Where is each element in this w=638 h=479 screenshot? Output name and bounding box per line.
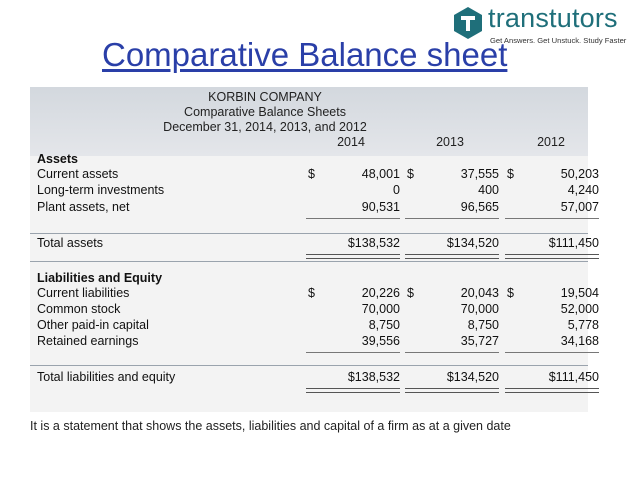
subtotal-rule	[306, 352, 400, 353]
row-label: Retained earnings	[37, 334, 139, 348]
year-header-2012: 2012	[537, 135, 565, 149]
statement-title: Comparative Balance Sheets	[184, 105, 346, 119]
row-separator	[30, 261, 588, 262]
row-label: Long-term investments	[37, 183, 165, 197]
total-double-rule	[505, 254, 599, 259]
table-row: Long-term investments 0 400 4,240	[37, 183, 599, 197]
total-double-rule	[306, 388, 400, 393]
subtotal-rule	[405, 218, 499, 219]
row-label: Common stock	[37, 302, 121, 316]
subtotal-rule	[405, 352, 499, 353]
row-label: Total liabilities and equity	[37, 370, 176, 384]
row-separator	[30, 365, 588, 366]
table-row: Common stock 70,000 70,000 52,000	[37, 302, 599, 316]
subtotal-rule	[306, 218, 400, 219]
total-row: Total liabilities and equity $138,532 $134,520 $111,450	[37, 370, 599, 384]
table-row: Current liabilities $ 20,226 $ 20,043 $ 19,504	[37, 286, 599, 300]
assets-heading: Assets	[37, 152, 78, 166]
year-header-2014: 2014	[337, 135, 365, 149]
row-label: Plant assets, net	[37, 200, 130, 214]
balance-sheet	[30, 87, 599, 412]
table-row: Plant assets, net 90,531 96,565 57,007	[37, 200, 599, 214]
row-label: Current assets	[37, 167, 119, 181]
liabilities-heading: Liabilities and Equity	[37, 271, 163, 285]
row-separator	[30, 233, 588, 234]
row-label: Current liabilities	[37, 286, 130, 300]
logo-tagline: Get Answers. Get Unstuck. Study Faster	[490, 36, 627, 45]
statement-period: December 31, 2014, 2013, and 2012	[163, 120, 367, 134]
section-heading-liabilities	[30, 271, 588, 287]
slide-caption: It is a statement that shows the assets, liabilities and capital of a firm as at a given date	[30, 419, 511, 433]
total-double-rule	[505, 388, 599, 393]
total-double-rule	[405, 254, 499, 259]
total-row: Total assets $138,532 $134,520 $111,450	[37, 236, 599, 250]
slide-title: Comparative Balance sheet	[102, 36, 508, 73]
table-row: Current assets $ 48,001 $ 37,555 $ 50,203	[37, 167, 599, 181]
company-name: KORBIN COMPANY	[208, 90, 322, 104]
section-heading-assets	[30, 152, 588, 168]
row-label: Total assets	[37, 236, 104, 250]
total-double-rule	[405, 388, 499, 393]
logo-mark-icon	[452, 6, 484, 40]
table-row: Other paid-in capital 8,750 8,750 5,778	[37, 318, 599, 332]
table-row: Retained earnings 39,556 35,727 34,168	[37, 334, 599, 348]
row-label: Other paid-in capital	[37, 318, 149, 332]
logo-wordmark: transtutors	[488, 3, 618, 33]
subtotal-rule	[505, 218, 599, 219]
year-header-2013: 2013	[436, 135, 464, 149]
subtotal-rule	[505, 352, 599, 353]
total-double-rule	[306, 254, 400, 259]
